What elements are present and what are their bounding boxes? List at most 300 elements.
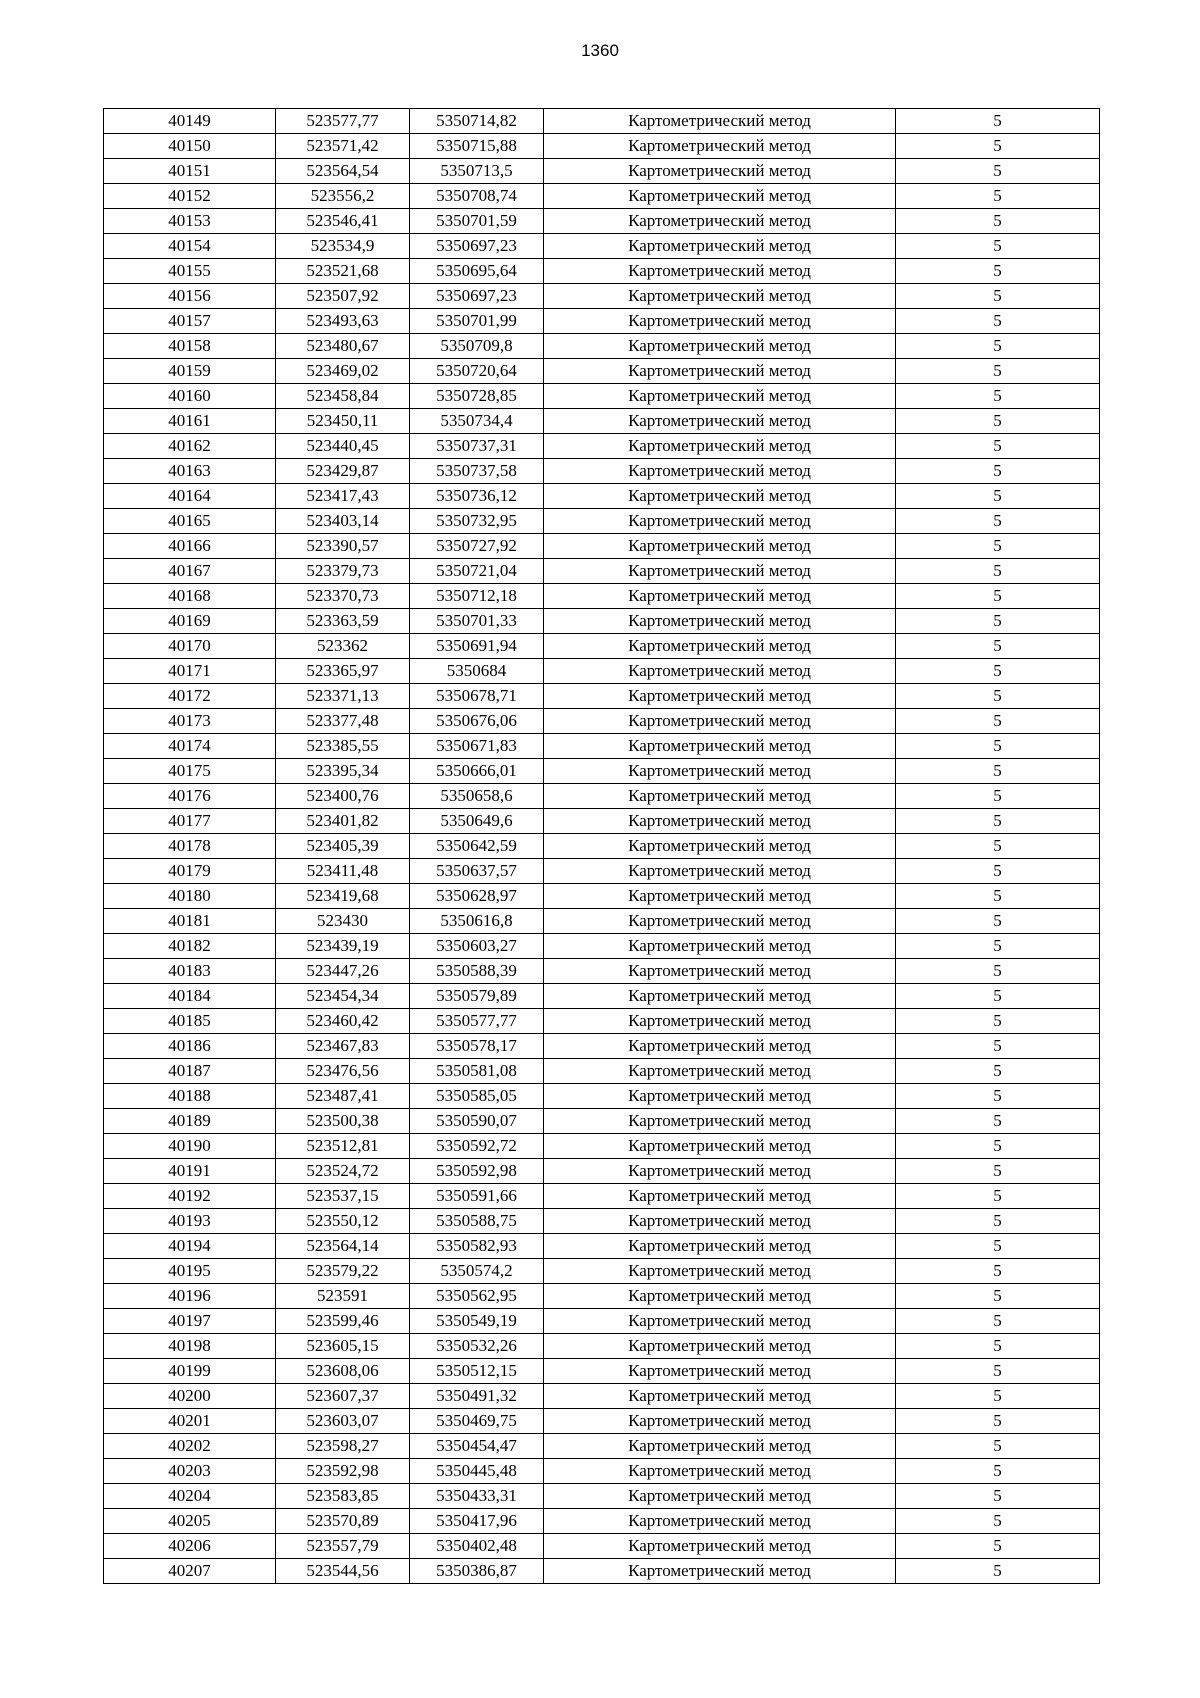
accuracy-cell: 5 bbox=[896, 1309, 1100, 1334]
method-cell: Картометрический метод bbox=[544, 909, 896, 934]
accuracy-cell: 5 bbox=[896, 1209, 1100, 1234]
table-row bbox=[104, 584, 1100, 609]
accuracy-cell: 5 bbox=[896, 1559, 1100, 1584]
method-cell: Картометрический метод bbox=[544, 1509, 896, 1534]
accuracy-cell: 5 bbox=[896, 709, 1100, 734]
table-row bbox=[104, 1334, 1100, 1359]
point-number-cell: 40159 bbox=[104, 359, 276, 384]
table-row bbox=[104, 1209, 1100, 1234]
x-coordinate-cell: 523570,89 bbox=[276, 1509, 410, 1534]
x-coordinate-cell: 523524,72 bbox=[276, 1159, 410, 1184]
point-number-cell: 40155 bbox=[104, 259, 276, 284]
table-row bbox=[104, 309, 1100, 334]
x-coordinate-cell: 523521,68 bbox=[276, 259, 410, 284]
point-number-cell: 40183 bbox=[104, 959, 276, 984]
method-cell: Картометрический метод bbox=[544, 1084, 896, 1109]
x-coordinate-cell: 523460,42 bbox=[276, 1009, 410, 1034]
y-coordinate-cell: 5350574,2 bbox=[410, 1259, 544, 1284]
table-row bbox=[104, 409, 1100, 434]
table-row bbox=[104, 834, 1100, 859]
method-cell: Картометрический метод bbox=[544, 284, 896, 309]
x-coordinate-cell: 523550,12 bbox=[276, 1209, 410, 1234]
table-row bbox=[104, 259, 1100, 284]
method-cell: Картометрический метод bbox=[544, 1009, 896, 1034]
accuracy-cell: 5 bbox=[896, 184, 1100, 209]
accuracy-cell: 5 bbox=[896, 834, 1100, 859]
method-cell: Картометрический метод bbox=[544, 259, 896, 284]
x-coordinate-cell: 523363,59 bbox=[276, 609, 410, 634]
table-row bbox=[104, 1434, 1100, 1459]
accuracy-cell: 5 bbox=[896, 109, 1100, 134]
x-coordinate-cell: 523591 bbox=[276, 1284, 410, 1309]
accuracy-cell: 5 bbox=[896, 1259, 1100, 1284]
y-coordinate-cell: 5350491,32 bbox=[410, 1384, 544, 1409]
point-number-cell: 40172 bbox=[104, 684, 276, 709]
y-coordinate-cell: 5350588,75 bbox=[410, 1209, 544, 1234]
table-row bbox=[104, 634, 1100, 659]
point-number-cell: 40174 bbox=[104, 734, 276, 759]
x-coordinate-cell: 523507,92 bbox=[276, 284, 410, 309]
x-coordinate-cell: 523599,46 bbox=[276, 1309, 410, 1334]
table-row bbox=[104, 1484, 1100, 1509]
point-number-cell: 40160 bbox=[104, 384, 276, 409]
accuracy-cell: 5 bbox=[896, 1059, 1100, 1084]
method-cell: Картометрический метод bbox=[544, 1184, 896, 1209]
method-cell: Картометрический метод bbox=[544, 509, 896, 534]
x-coordinate-cell: 523544,56 bbox=[276, 1559, 410, 1584]
x-coordinate-cell: 523447,26 bbox=[276, 959, 410, 984]
point-number-cell: 40169 bbox=[104, 609, 276, 634]
method-cell: Картометрический метод bbox=[544, 1284, 896, 1309]
accuracy-cell: 5 bbox=[896, 584, 1100, 609]
accuracy-cell: 5 bbox=[896, 559, 1100, 584]
y-coordinate-cell: 5350720,64 bbox=[410, 359, 544, 384]
table-row bbox=[104, 959, 1100, 984]
method-cell: Картометрический метод bbox=[544, 484, 896, 509]
y-coordinate-cell: 5350737,58 bbox=[410, 459, 544, 484]
y-coordinate-cell: 5350734,4 bbox=[410, 409, 544, 434]
table-row bbox=[104, 159, 1100, 184]
y-coordinate-cell: 5350532,26 bbox=[410, 1334, 544, 1359]
table-row bbox=[104, 1059, 1100, 1084]
point-number-cell: 40157 bbox=[104, 309, 276, 334]
y-coordinate-cell: 5350562,95 bbox=[410, 1284, 544, 1309]
y-coordinate-cell: 5350578,17 bbox=[410, 1034, 544, 1059]
x-coordinate-cell: 523534,9 bbox=[276, 234, 410, 259]
x-coordinate-cell: 523385,55 bbox=[276, 734, 410, 759]
point-number-cell: 40185 bbox=[104, 1009, 276, 1034]
accuracy-cell: 5 bbox=[896, 1509, 1100, 1534]
table-row bbox=[104, 1184, 1100, 1209]
y-coordinate-cell: 5350684 bbox=[410, 659, 544, 684]
method-cell: Картометрический метод bbox=[544, 1134, 896, 1159]
point-number-cell: 40167 bbox=[104, 559, 276, 584]
point-number-cell: 40164 bbox=[104, 484, 276, 509]
x-coordinate-cell: 523405,39 bbox=[276, 834, 410, 859]
point-number-cell: 40179 bbox=[104, 859, 276, 884]
y-coordinate-cell: 5350616,8 bbox=[410, 909, 544, 934]
table-row bbox=[104, 784, 1100, 809]
table-row bbox=[104, 1359, 1100, 1384]
x-coordinate-cell: 523379,73 bbox=[276, 559, 410, 584]
accuracy-cell: 5 bbox=[896, 234, 1100, 259]
accuracy-cell: 5 bbox=[896, 134, 1100, 159]
x-coordinate-cell: 523417,43 bbox=[276, 484, 410, 509]
point-number-cell: 40180 bbox=[104, 884, 276, 909]
method-cell: Картометрический метод bbox=[544, 709, 896, 734]
accuracy-cell: 5 bbox=[896, 1234, 1100, 1259]
x-coordinate-cell: 523430 bbox=[276, 909, 410, 934]
point-number-cell: 40192 bbox=[104, 1184, 276, 1209]
table-row bbox=[104, 1234, 1100, 1259]
table-row bbox=[104, 1309, 1100, 1334]
table-row bbox=[104, 684, 1100, 709]
x-coordinate-cell: 523467,83 bbox=[276, 1034, 410, 1059]
x-coordinate-cell: 523439,19 bbox=[276, 934, 410, 959]
point-number-cell: 40178 bbox=[104, 834, 276, 859]
x-coordinate-cell: 523365,97 bbox=[276, 659, 410, 684]
table-row bbox=[104, 609, 1100, 634]
table-row bbox=[104, 1509, 1100, 1534]
table-row bbox=[104, 1534, 1100, 1559]
x-coordinate-cell: 523571,42 bbox=[276, 134, 410, 159]
accuracy-cell: 5 bbox=[896, 359, 1100, 384]
method-cell: Картометрический метод bbox=[544, 1059, 896, 1084]
method-cell: Картометрический метод bbox=[544, 1534, 896, 1559]
table-row bbox=[104, 109, 1100, 134]
accuracy-cell: 5 bbox=[896, 334, 1100, 359]
accuracy-cell: 5 bbox=[896, 1284, 1100, 1309]
accuracy-cell: 5 bbox=[896, 434, 1100, 459]
point-number-cell: 40153 bbox=[104, 209, 276, 234]
x-coordinate-cell: 523493,63 bbox=[276, 309, 410, 334]
accuracy-cell: 5 bbox=[896, 1134, 1100, 1159]
y-coordinate-cell: 5350737,31 bbox=[410, 434, 544, 459]
y-coordinate-cell: 5350712,18 bbox=[410, 584, 544, 609]
accuracy-cell: 5 bbox=[896, 1034, 1100, 1059]
accuracy-cell: 5 bbox=[896, 459, 1100, 484]
x-coordinate-cell: 523370,73 bbox=[276, 584, 410, 609]
y-coordinate-cell: 5350591,66 bbox=[410, 1184, 544, 1209]
point-number-cell: 40151 bbox=[104, 159, 276, 184]
accuracy-cell: 5 bbox=[896, 1434, 1100, 1459]
table-row bbox=[104, 659, 1100, 684]
coordinates-table-body bbox=[104, 109, 1100, 1584]
y-coordinate-cell: 5350582,93 bbox=[410, 1234, 544, 1259]
y-coordinate-cell: 5350637,57 bbox=[410, 859, 544, 884]
table-row bbox=[104, 384, 1100, 409]
accuracy-cell: 5 bbox=[896, 484, 1100, 509]
x-coordinate-cell: 523476,56 bbox=[276, 1059, 410, 1084]
table-row bbox=[104, 984, 1100, 1009]
method-cell: Картометрический метод bbox=[544, 809, 896, 834]
accuracy-cell: 5 bbox=[896, 209, 1100, 234]
table-row bbox=[104, 534, 1100, 559]
method-cell: Картометрический метод bbox=[544, 1234, 896, 1259]
method-cell: Картометрический метод bbox=[544, 184, 896, 209]
method-cell: Картометрический метод bbox=[544, 584, 896, 609]
method-cell: Картометрический метод bbox=[544, 959, 896, 984]
y-coordinate-cell: 5350671,83 bbox=[410, 734, 544, 759]
method-cell: Картометрический метод bbox=[544, 1109, 896, 1134]
table-row bbox=[104, 734, 1100, 759]
point-number-cell: 40181 bbox=[104, 909, 276, 934]
y-coordinate-cell: 5350708,74 bbox=[410, 184, 544, 209]
method-cell: Картометрический метод bbox=[544, 559, 896, 584]
y-coordinate-cell: 5350701,33 bbox=[410, 609, 544, 634]
page-number: 1360 bbox=[581, 41, 619, 60]
accuracy-cell: 5 bbox=[896, 259, 1100, 284]
y-coordinate-cell: 5350402,48 bbox=[410, 1534, 544, 1559]
table-row bbox=[104, 1559, 1100, 1584]
accuracy-cell: 5 bbox=[896, 1409, 1100, 1434]
y-coordinate-cell: 5350732,95 bbox=[410, 509, 544, 534]
table-row bbox=[104, 484, 1100, 509]
table-row bbox=[104, 709, 1100, 734]
point-number-cell: 40193 bbox=[104, 1209, 276, 1234]
method-cell: Картометрический метод bbox=[544, 1384, 896, 1409]
point-number-cell: 40175 bbox=[104, 759, 276, 784]
point-number-cell: 40182 bbox=[104, 934, 276, 959]
x-coordinate-cell: 523583,85 bbox=[276, 1484, 410, 1509]
accuracy-cell: 5 bbox=[896, 784, 1100, 809]
accuracy-cell: 5 bbox=[896, 1159, 1100, 1184]
accuracy-cell: 5 bbox=[896, 1109, 1100, 1134]
y-coordinate-cell: 5350714,82 bbox=[410, 109, 544, 134]
accuracy-cell: 5 bbox=[896, 1359, 1100, 1384]
method-cell: Картометрический метод bbox=[544, 459, 896, 484]
accuracy-cell: 5 bbox=[896, 859, 1100, 884]
method-cell: Картометрический метод bbox=[544, 734, 896, 759]
accuracy-cell: 5 bbox=[896, 1084, 1100, 1109]
method-cell: Картометрический метод bbox=[544, 1034, 896, 1059]
table-row bbox=[104, 359, 1100, 384]
accuracy-cell: 5 bbox=[896, 1334, 1100, 1359]
point-number-cell: 40161 bbox=[104, 409, 276, 434]
method-cell: Картометрический метод bbox=[544, 384, 896, 409]
x-coordinate-cell: 523400,76 bbox=[276, 784, 410, 809]
table-row bbox=[104, 909, 1100, 934]
x-coordinate-cell: 523577,77 bbox=[276, 109, 410, 134]
accuracy-cell: 5 bbox=[896, 409, 1100, 434]
table-row bbox=[104, 859, 1100, 884]
x-coordinate-cell: 523546,41 bbox=[276, 209, 410, 234]
method-cell: Картометрический метод bbox=[544, 334, 896, 359]
x-coordinate-cell: 523411,48 bbox=[276, 859, 410, 884]
method-cell: Картометрический метод bbox=[544, 1159, 896, 1184]
x-coordinate-cell: 523564,54 bbox=[276, 159, 410, 184]
table-row bbox=[104, 1409, 1100, 1434]
accuracy-cell: 5 bbox=[896, 634, 1100, 659]
table-row bbox=[104, 884, 1100, 909]
method-cell: Картометрический метод bbox=[544, 684, 896, 709]
point-number-cell: 40201 bbox=[104, 1409, 276, 1434]
method-cell: Картометрический метод bbox=[544, 1459, 896, 1484]
x-coordinate-cell: 523603,07 bbox=[276, 1409, 410, 1434]
point-number-cell: 40150 bbox=[104, 134, 276, 159]
accuracy-cell: 5 bbox=[896, 809, 1100, 834]
y-coordinate-cell: 5350585,05 bbox=[410, 1084, 544, 1109]
accuracy-cell: 5 bbox=[896, 1484, 1100, 1509]
table-row bbox=[104, 434, 1100, 459]
x-coordinate-cell: 523429,87 bbox=[276, 459, 410, 484]
accuracy-cell: 5 bbox=[896, 1534, 1100, 1559]
point-number-cell: 40170 bbox=[104, 634, 276, 659]
point-number-cell: 40206 bbox=[104, 1534, 276, 1559]
table-row bbox=[104, 334, 1100, 359]
accuracy-cell: 5 bbox=[896, 734, 1100, 759]
accuracy-cell: 5 bbox=[896, 284, 1100, 309]
x-coordinate-cell: 523469,02 bbox=[276, 359, 410, 384]
y-coordinate-cell: 5350721,04 bbox=[410, 559, 544, 584]
x-coordinate-cell: 523556,2 bbox=[276, 184, 410, 209]
accuracy-cell: 5 bbox=[896, 509, 1100, 534]
x-coordinate-cell: 523377,48 bbox=[276, 709, 410, 734]
table-row bbox=[104, 134, 1100, 159]
point-number-cell: 40154 bbox=[104, 234, 276, 259]
x-coordinate-cell: 523512,81 bbox=[276, 1134, 410, 1159]
x-coordinate-cell: 523454,34 bbox=[276, 984, 410, 1009]
y-coordinate-cell: 5350469,75 bbox=[410, 1409, 544, 1434]
point-number-cell: 40204 bbox=[104, 1484, 276, 1509]
point-number-cell: 40162 bbox=[104, 434, 276, 459]
method-cell: Картометрический метод bbox=[544, 1559, 896, 1584]
point-number-cell: 40205 bbox=[104, 1509, 276, 1534]
x-coordinate-cell: 523362 bbox=[276, 634, 410, 659]
table-row bbox=[104, 1384, 1100, 1409]
x-coordinate-cell: 523390,57 bbox=[276, 534, 410, 559]
table-row bbox=[104, 1134, 1100, 1159]
accuracy-cell: 5 bbox=[896, 1184, 1100, 1209]
method-cell: Картометрический метод bbox=[544, 409, 896, 434]
accuracy-cell: 5 bbox=[896, 609, 1100, 634]
coordinates-table-wrapper bbox=[103, 108, 1100, 1584]
point-number-cell: 40176 bbox=[104, 784, 276, 809]
method-cell: Картометрический метод bbox=[544, 1484, 896, 1509]
point-number-cell: 40171 bbox=[104, 659, 276, 684]
method-cell: Картометрический метод bbox=[544, 1409, 896, 1434]
table-row bbox=[104, 1459, 1100, 1484]
method-cell: Картометрический метод bbox=[544, 984, 896, 1009]
method-cell: Картометрический метод bbox=[544, 859, 896, 884]
accuracy-cell: 5 bbox=[896, 1009, 1100, 1034]
method-cell: Картометрический метод bbox=[544, 784, 896, 809]
y-coordinate-cell: 5350697,23 bbox=[410, 284, 544, 309]
y-coordinate-cell: 5350603,27 bbox=[410, 934, 544, 959]
table-row bbox=[104, 1009, 1100, 1034]
y-coordinate-cell: 5350454,47 bbox=[410, 1434, 544, 1459]
point-number-cell: 40199 bbox=[104, 1359, 276, 1384]
accuracy-cell: 5 bbox=[896, 384, 1100, 409]
point-number-cell: 40189 bbox=[104, 1109, 276, 1134]
point-number-cell: 40168 bbox=[104, 584, 276, 609]
y-coordinate-cell: 5350588,39 bbox=[410, 959, 544, 984]
table-row bbox=[104, 209, 1100, 234]
point-number-cell: 40198 bbox=[104, 1334, 276, 1359]
y-coordinate-cell: 5350577,77 bbox=[410, 1009, 544, 1034]
point-number-cell: 40194 bbox=[104, 1234, 276, 1259]
x-coordinate-cell: 523371,13 bbox=[276, 684, 410, 709]
method-cell: Картометрический метод bbox=[544, 159, 896, 184]
point-number-cell: 40186 bbox=[104, 1034, 276, 1059]
method-cell: Картометрический метод bbox=[544, 659, 896, 684]
y-coordinate-cell: 5350512,15 bbox=[410, 1359, 544, 1384]
table-row bbox=[104, 234, 1100, 259]
x-coordinate-cell: 523403,14 bbox=[276, 509, 410, 534]
accuracy-cell: 5 bbox=[896, 884, 1100, 909]
y-coordinate-cell: 5350695,64 bbox=[410, 259, 544, 284]
method-cell: Картометрический метод bbox=[544, 1259, 896, 1284]
point-number-cell: 40200 bbox=[104, 1384, 276, 1409]
method-cell: Картометрический метод bbox=[544, 884, 896, 909]
accuracy-cell: 5 bbox=[896, 659, 1100, 684]
point-number-cell: 40207 bbox=[104, 1559, 276, 1584]
y-coordinate-cell: 5350736,12 bbox=[410, 484, 544, 509]
x-coordinate-cell: 523395,34 bbox=[276, 759, 410, 784]
accuracy-cell: 5 bbox=[896, 159, 1100, 184]
y-coordinate-cell: 5350676,06 bbox=[410, 709, 544, 734]
y-coordinate-cell: 5350649,6 bbox=[410, 809, 544, 834]
point-number-cell: 40158 bbox=[104, 334, 276, 359]
point-number-cell: 40165 bbox=[104, 509, 276, 534]
method-cell: Картометрический метод bbox=[544, 309, 896, 334]
y-coordinate-cell: 5350417,96 bbox=[410, 1509, 544, 1534]
method-cell: Картометрический метод bbox=[544, 834, 896, 859]
coordinates-table bbox=[103, 108, 1100, 1584]
y-coordinate-cell: 5350590,07 bbox=[410, 1109, 544, 1134]
accuracy-cell: 5 bbox=[896, 309, 1100, 334]
method-cell: Картометрический метод bbox=[544, 609, 896, 634]
x-coordinate-cell: 523458,84 bbox=[276, 384, 410, 409]
y-coordinate-cell: 5350666,01 bbox=[410, 759, 544, 784]
table-row bbox=[104, 1159, 1100, 1184]
method-cell: Картометрический метод bbox=[544, 634, 896, 659]
x-coordinate-cell: 523440,45 bbox=[276, 434, 410, 459]
accuracy-cell: 5 bbox=[896, 934, 1100, 959]
y-coordinate-cell: 5350592,72 bbox=[410, 1134, 544, 1159]
accuracy-cell: 5 bbox=[896, 1384, 1100, 1409]
table-row bbox=[104, 459, 1100, 484]
y-coordinate-cell: 5350549,19 bbox=[410, 1309, 544, 1334]
y-coordinate-cell: 5350709,8 bbox=[410, 334, 544, 359]
point-number-cell: 40203 bbox=[104, 1459, 276, 1484]
accuracy-cell: 5 bbox=[896, 1459, 1100, 1484]
accuracy-cell: 5 bbox=[896, 984, 1100, 1009]
method-cell: Картометрический метод bbox=[544, 759, 896, 784]
method-cell: Картометрический метод bbox=[544, 1209, 896, 1234]
accuracy-cell: 5 bbox=[896, 759, 1100, 784]
method-cell: Картометрический метод bbox=[544, 1359, 896, 1384]
point-number-cell: 40195 bbox=[104, 1259, 276, 1284]
x-coordinate-cell: 523401,82 bbox=[276, 809, 410, 834]
table-row bbox=[104, 1259, 1100, 1284]
x-coordinate-cell: 523537,15 bbox=[276, 1184, 410, 1209]
y-coordinate-cell: 5350697,23 bbox=[410, 234, 544, 259]
x-coordinate-cell: 523480,67 bbox=[276, 334, 410, 359]
x-coordinate-cell: 523487,41 bbox=[276, 1084, 410, 1109]
y-coordinate-cell: 5350628,97 bbox=[410, 884, 544, 909]
point-number-cell: 40187 bbox=[104, 1059, 276, 1084]
y-coordinate-cell: 5350579,89 bbox=[410, 984, 544, 1009]
table-row bbox=[104, 1284, 1100, 1309]
y-coordinate-cell: 5350701,99 bbox=[410, 309, 544, 334]
point-number-cell: 40202 bbox=[104, 1434, 276, 1459]
table-row bbox=[104, 1034, 1100, 1059]
method-cell: Картометрический метод bbox=[544, 134, 896, 159]
x-coordinate-cell: 523608,06 bbox=[276, 1359, 410, 1384]
method-cell: Картометрический метод bbox=[544, 1309, 896, 1334]
x-coordinate-cell: 523592,98 bbox=[276, 1459, 410, 1484]
